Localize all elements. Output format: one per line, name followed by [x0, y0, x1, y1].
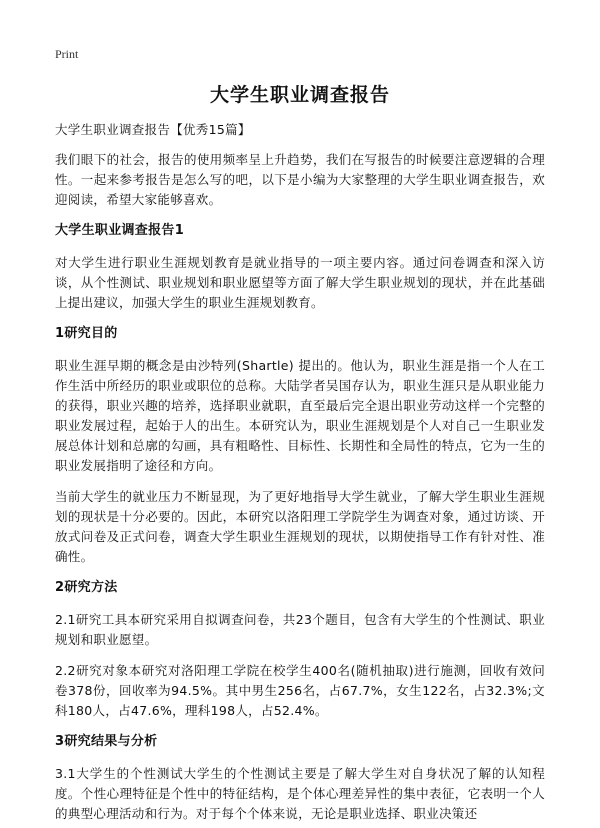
intro-paragraph: 我们眼下的社会，报告的使用频率呈上升趋势，我们在写报告的时候要注意逻辑的合理性。一起来参考报告是怎么写的吧，以下是小编为大家整理的大学生职业调查报告，欢迎阅读，希望大家能够喜欢。	[55, 152, 545, 207]
heading-research-method: 2研究方法	[55, 580, 118, 595]
purpose-paragraph-1: 职业生涯早期的概念是由沙特列(Shartle) 提出的。他认为，职业生涯是指一个人在工作生活中所经历的职业或职位的总称。大陆学者吴国存认为，职业生涯只是从职业能力的获得，职业兴趣的培养，选择职业就职，直至最后完全退出职业劳动这样一个完整的职业发展过程，起始于人的出生。本研究认为，职业生涯规划是个人对自己一生职业发展总体计划和总廓的勾画，具有粗略性、目标性、长期性和全局性的特点，它为一生的职业发展指明了途径和方向。	[55, 358, 545, 473]
heading-results-analysis: 3研究结果与分析	[55, 734, 158, 749]
document-body	[55, 120, 545, 828]
method-paragraph-1: 2.1研究工具本研究采用自拟调查问卷，共23个题目，包含有大学生的个性测试、职业规划和职业愿望。	[55, 612, 545, 647]
document-title: 大学生职业调查报告	[209, 84, 390, 106]
heading-research-purpose: 1研究目的	[55, 326, 118, 341]
purpose-paragraph-2: 当前大学生的就业压力不断显现，为了更好地指导大学生就业，了解大学生职业生涯规划的现状是十分必要的。因此，本研究以洛阳理工学院学生为调查对象，通过访谈、开放式问卷及正式问卷，调查大学生职业生涯规划的现状，以期使指导工作有针对性、准确性。	[55, 489, 545, 564]
section-heading-report-1: 大学生职业调查报告1	[55, 223, 185, 238]
results-paragraph-1: 3.1大学生的个性测试大学生的个性测试主要是了解大学生对自身状况了解的认知程度。个性心理特征是个性中的特征结构，是个体心理差异性的集中表征，它表明一个人的典型心理活动和行为。对于每个个体来说，无论是职业选择、职业决策还	[55, 766, 545, 821]
method-paragraph-2: 2.2研究对象本研究对洛阳理工学院在校学生400名(随机抽取)进行施测，回收有效问卷378份，回收率为94.5%。其中男生256名，占67.7%，女生122名，占32.3%;文科180人，占47.6%，理科198人，占52.4%。	[55, 663, 545, 718]
section-1-paragraph: 对大学生进行职业生涯规划教育是就业指导的一项主要内容。通过问卷调查和深入访谈，从个性测试、职业规划和职业愿望等方面了解大学生职业规划的现状，并在此基础上提出建议，加强大学生的职业生涯规划教育。	[55, 255, 545, 310]
document-subtitle: 大学生职业调查报告【优秀15篇】	[55, 122, 251, 137]
print-label: Print	[55, 47, 79, 61]
